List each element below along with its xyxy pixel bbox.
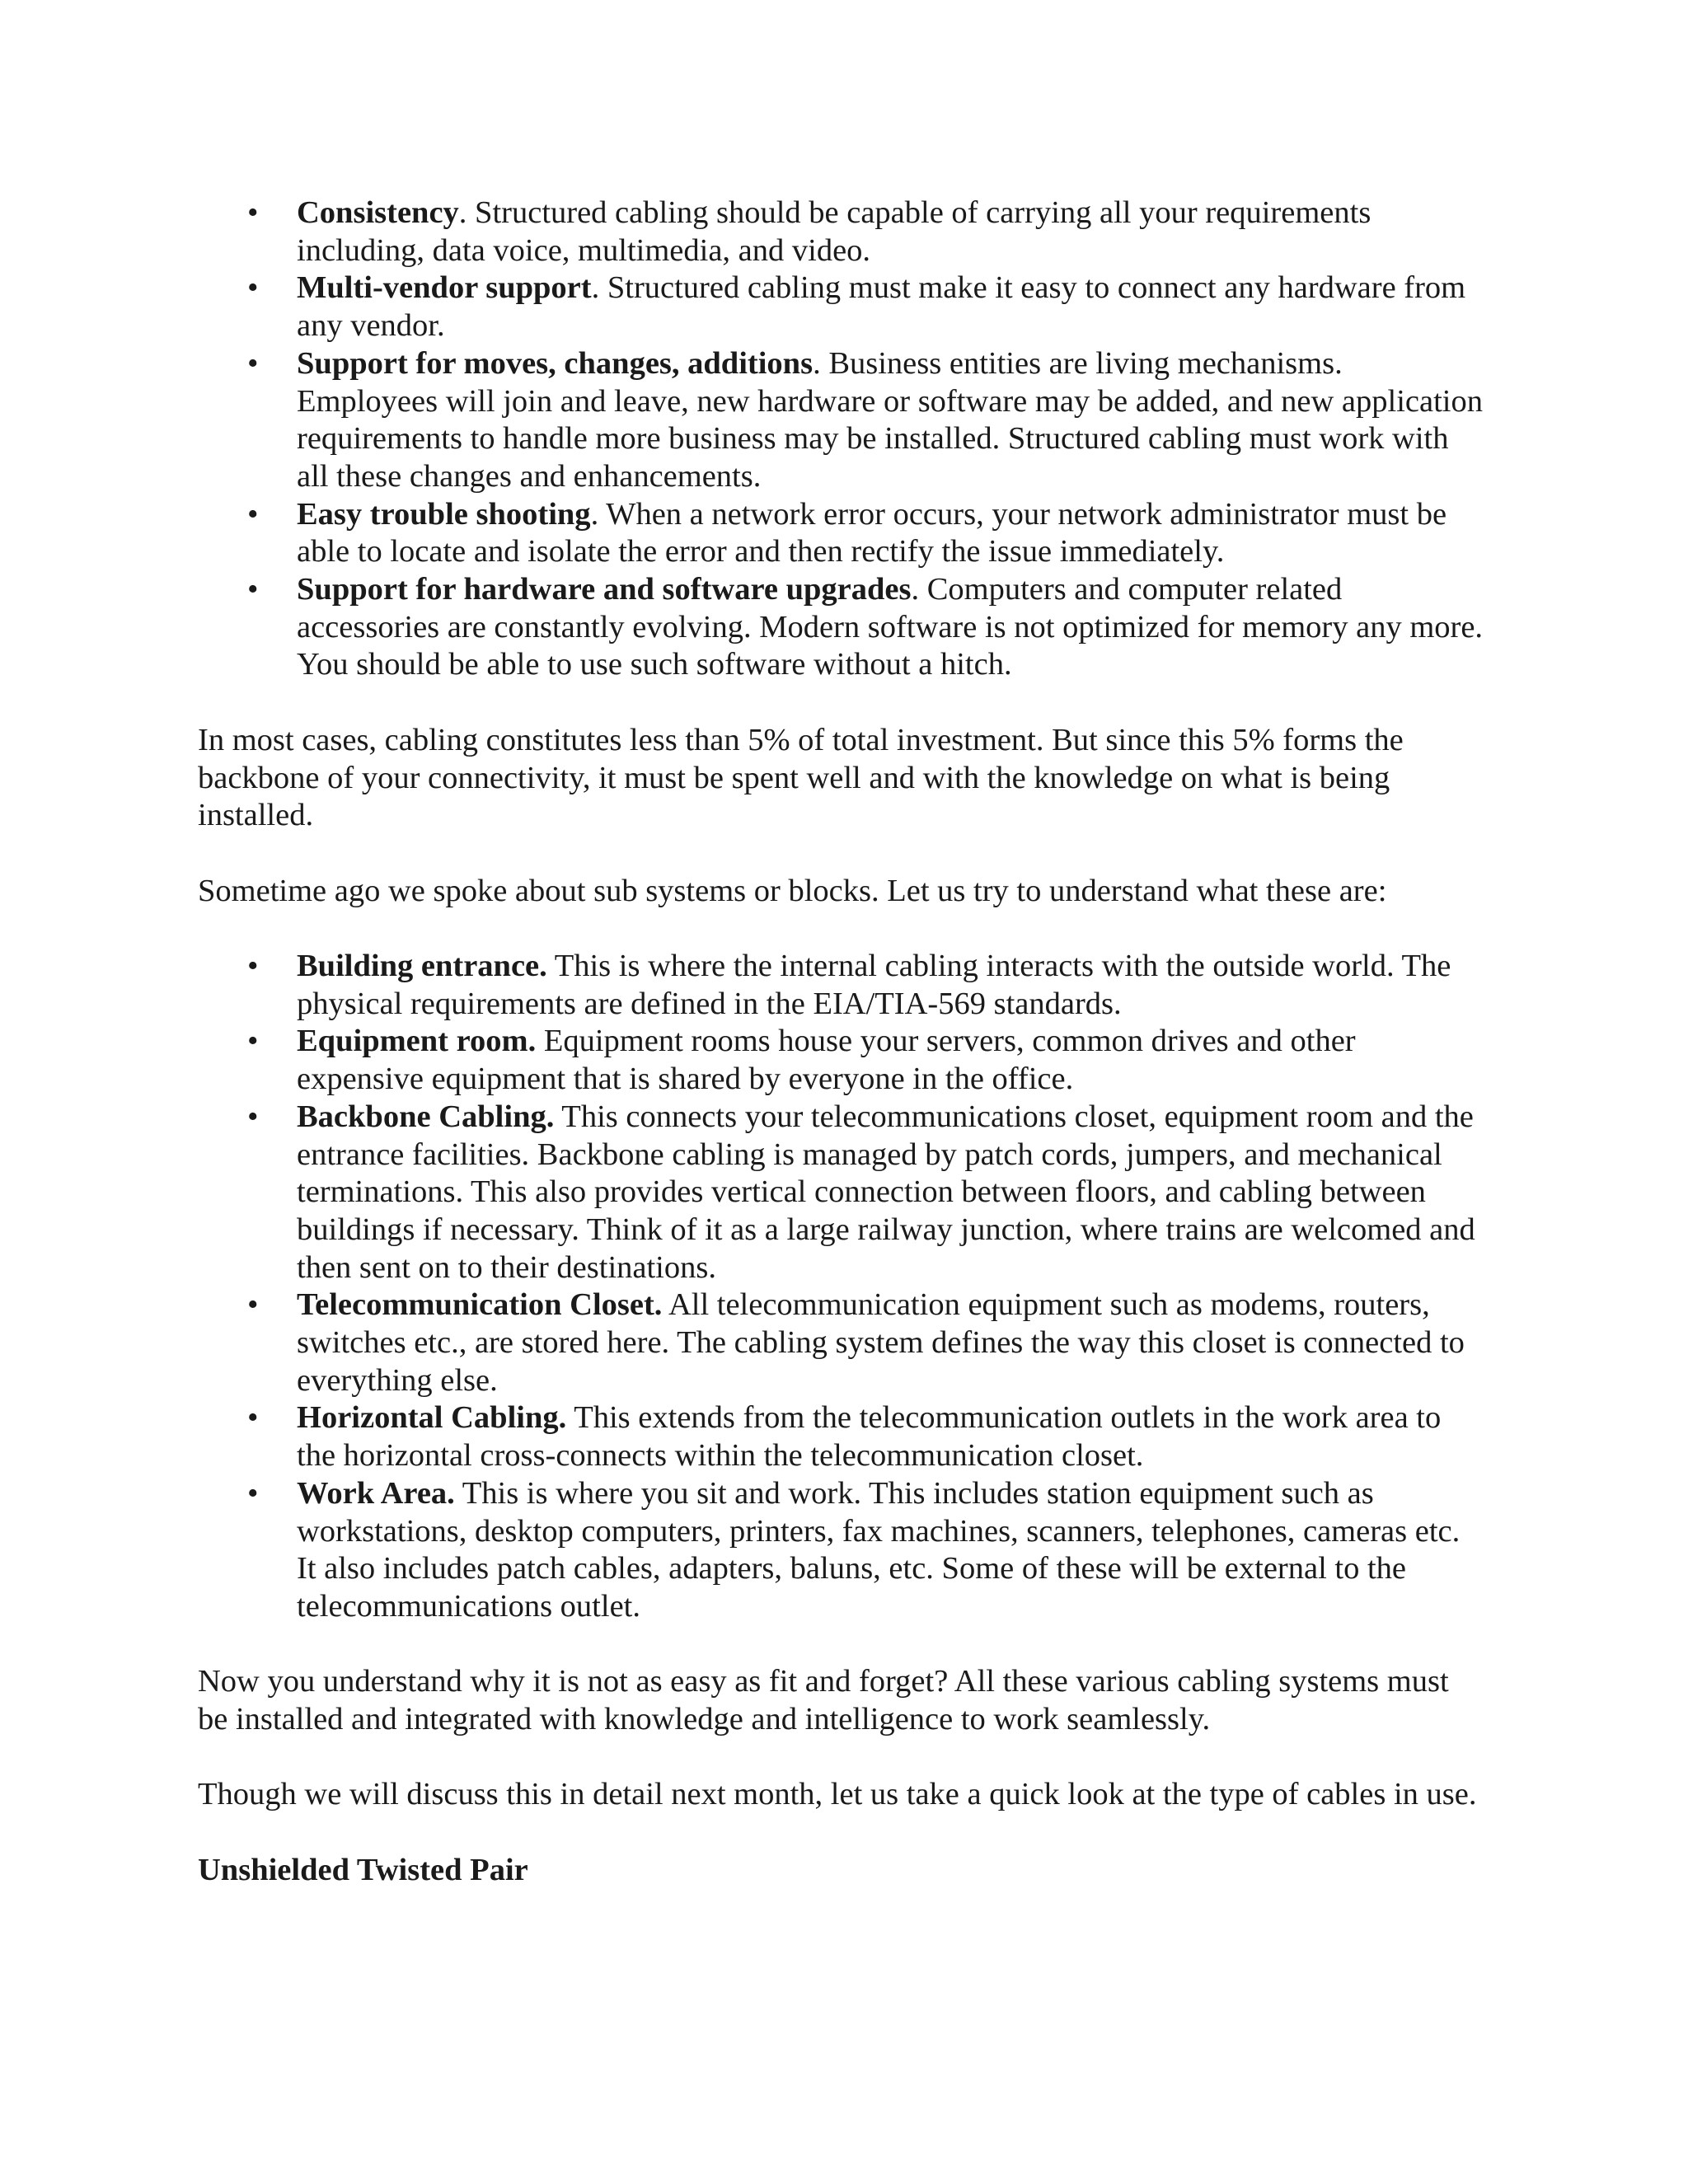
bullet-icon: • bbox=[247, 345, 259, 381]
bullet-icon: • bbox=[247, 1400, 259, 1436]
bullet-icon: • bbox=[247, 1287, 259, 1323]
paragraph-gap bbox=[198, 835, 1484, 873]
section-heading: Unshielded Twisted Pair bbox=[198, 1852, 528, 1887]
list-item bbox=[198, 269, 1484, 344]
list-item-text: . Computers and computer related accessories are constantly evolving. Modern software is not optimized for memory any more. You should be able to use such software without a hitch. bbox=[297, 572, 1484, 682]
bullet-icon: • bbox=[247, 1099, 259, 1134]
list-item-text: This is where the internal cabling interacts with the outside world. The physical requirements are defined in the EIA/TIA-569 standards. bbox=[297, 949, 1451, 1021]
list-item-term: Multi-vendor support bbox=[297, 270, 592, 306]
list-item-term: Horizontal Cabling. bbox=[297, 1400, 567, 1436]
paragraph-gap bbox=[198, 684, 1484, 722]
list-item bbox=[198, 345, 1484, 496]
list-item-text: . Structured cabling must make it easy to connect any hardware from any vendor. bbox=[297, 270, 1466, 344]
list-item-term: Consistency bbox=[297, 195, 459, 230]
bullet-icon: • bbox=[247, 270, 259, 306]
paragraph-gap bbox=[198, 1739, 1484, 1777]
list-item bbox=[198, 194, 1484, 269]
paragraph-gap bbox=[198, 910, 1484, 948]
bullet-icon: • bbox=[247, 496, 259, 532]
document-page bbox=[198, 194, 1484, 1890]
paragraph-fit-and-forget: Now you understand why it is not as easy as fit and forget? All these various cabling systems must be installed and integrated with knowledge and intelligence to work seamlessly. bbox=[198, 1664, 1449, 1737]
bullet-icon: • bbox=[247, 195, 259, 230]
list-item-text: . When a network error occurs, your network administrator must be able to locate and isolate the error and then rectify the issue immediately. bbox=[297, 496, 1447, 569]
list-item-text: Equipment rooms house your servers, common drives and other expensive equipment that is shared by everyone in the office. bbox=[297, 1024, 1356, 1097]
list-item-text: All telecommunication equipment such as modems, routers, switches etc., are stored here. The cabling system defines the way this closet is connected to everything else. bbox=[297, 1287, 1465, 1398]
bullet-icon: • bbox=[247, 1475, 259, 1511]
paragraph-gap bbox=[198, 1814, 1484, 1852]
list-item bbox=[198, 1399, 1484, 1474]
bullet-icon: • bbox=[247, 1024, 259, 1059]
list-item-text: . Structured cabling should be capable of carrying all your requirements including, data voice, multimedia, and video. bbox=[297, 195, 1372, 268]
list-item-term: Support for moves, changes, additions bbox=[297, 345, 814, 381]
list-item bbox=[198, 948, 1484, 1023]
list-item bbox=[198, 571, 1484, 684]
list-item-term: Support for hardware and software upgrades bbox=[297, 572, 912, 607]
list-item-text: This is where you sit and work. This includes station equipment such as workstations, desktop computers, printers, fax machines, scanners, telephones, cameras etc. It also includes patch cables, adapters, baluns, etc. Some of these will be external to the telecommunications outlet. bbox=[297, 1475, 1461, 1624]
list-item-term: Backbone Cabling. bbox=[297, 1099, 555, 1134]
list-item bbox=[198, 496, 1484, 571]
paragraph-investment: In most cases, cabling constitutes less than 5% of total investment. But since this 5% forms the backbone of your connectivity, it must be spent well and with the knowledge on what is being installed. bbox=[198, 722, 1404, 833]
list-item-term: Telecommunication Closet. bbox=[297, 1287, 663, 1323]
list-item bbox=[198, 1099, 1484, 1287]
list-item-term: Easy trouble shooting bbox=[297, 496, 591, 532]
bullet-icon: • bbox=[247, 949, 259, 984]
paragraph-gap bbox=[198, 1626, 1484, 1664]
list-item-text: . Business entities are living mechanisms. Employees will join and leave, new hardware or software may be added, and new application requirements to handle more business may be installed. Structured cabling must work with all these changes and enhancements. bbox=[297, 345, 1483, 494]
bullet-icon: • bbox=[247, 572, 259, 607]
list-item-term: Equipment room. bbox=[297, 1024, 537, 1059]
requirements-list bbox=[198, 194, 1484, 684]
subsystems-list bbox=[198, 948, 1484, 1626]
paragraph-subsystems-intro: Sometime ago we spoke about sub systems or blocks. Let us try to understand what these are: bbox=[198, 873, 1387, 908]
list-item-term: Building entrance. bbox=[297, 949, 547, 984]
list-item-text: This extends from the telecommunication outlets in the work area to the horizontal cross-connects within the telecommunication closet. bbox=[297, 1400, 1442, 1474]
list-item-text: This connects your telecommunications closet, equipment room and the entrance facilities. Backbone cabling is managed by patch cords, jumpers, and mechanical terminations. This also provides vertical connection between floors, and cabling between buildings if necessary. Think of it as a large railway junction, where trains are welcomed and then sent on to their destinations. bbox=[297, 1099, 1475, 1285]
list-item bbox=[198, 1286, 1484, 1399]
list-item bbox=[198, 1023, 1484, 1098]
list-item bbox=[198, 1475, 1484, 1626]
paragraph-cable-types-intro: Though we will discuss this in detail next month, let us take a quick look at the type of cables in use. bbox=[198, 1777, 1477, 1812]
list-item-term: Work Area. bbox=[297, 1475, 455, 1511]
